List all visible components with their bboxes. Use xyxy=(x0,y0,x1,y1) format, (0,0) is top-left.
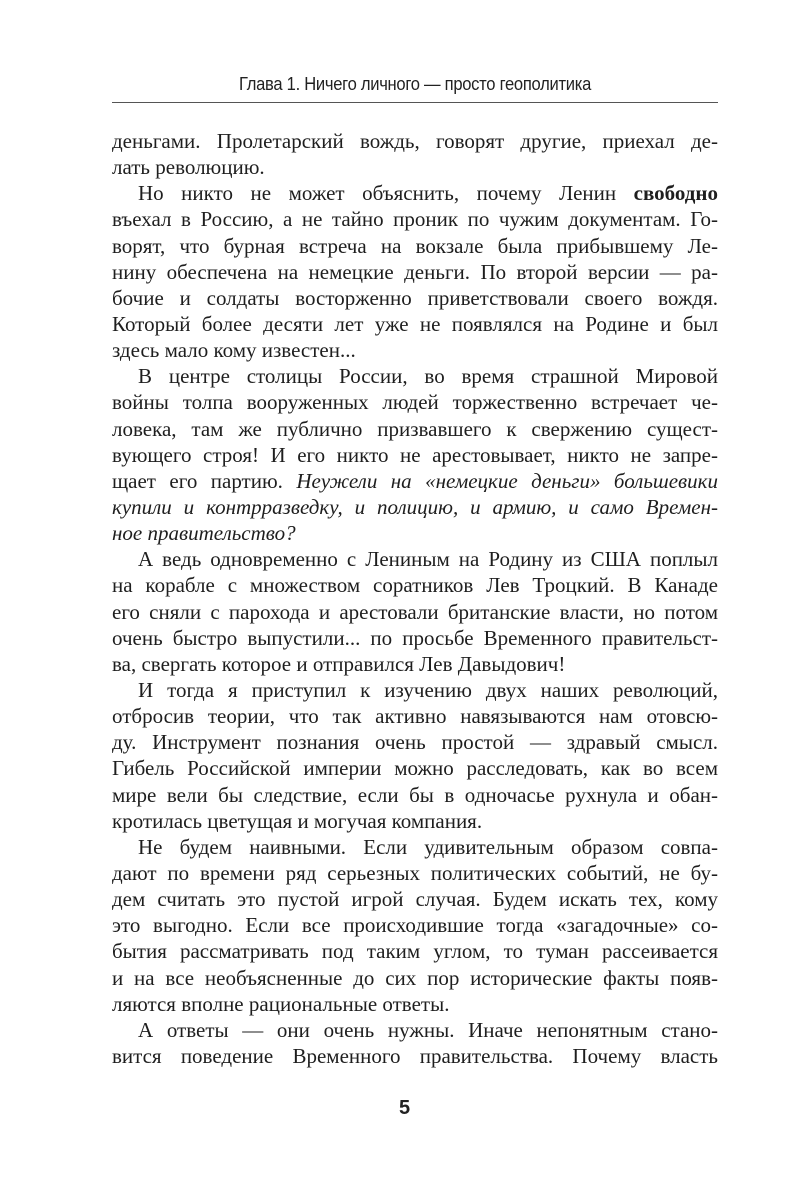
text-segment: В центре столицы России, во время страшной Мировой xyxy=(138,364,718,389)
text-segment: Не будем наивными. Если удивительным образом совпа- xyxy=(138,834,718,859)
text-line xyxy=(112,886,718,912)
text-segment: здесь мало кому известен... xyxy=(112,338,356,363)
text-line xyxy=(112,259,718,285)
text-segment: и на все необъясненные до сих пор исторические факты появ- xyxy=(112,965,718,990)
text-segment: мире вели бы следствие, если бы в одночасье рухнула и обан- xyxy=(112,782,718,807)
text-segment: лать революцию. xyxy=(112,155,265,180)
text-segment: А ведь одновременно с Лениным на Родину из США поплыл xyxy=(138,547,718,572)
italic-text: купили и контрразведку, и полицию, и армию, и само Времен- xyxy=(112,494,718,519)
text-segment: въехал в Россию, а не тайно проник по чужим документам. Го- xyxy=(112,207,718,232)
text-segment: вующего строя! И его никто не арестовывает, никто не запре- xyxy=(112,442,718,467)
bold-text: свободно xyxy=(633,181,718,206)
running-header: Глава 1. Ничего личного — просто геополитика xyxy=(238,74,592,94)
text-segment: ворят, что бурная встреча на вокзале была прибывшему Ле- xyxy=(112,233,718,258)
text-line xyxy=(112,416,718,442)
text-line xyxy=(112,755,718,781)
text-line xyxy=(112,572,718,598)
text-segment: бытия рассматривать под таким углом, то туман рассеивается xyxy=(112,939,718,964)
italic-text: Неужели на «немецкие деньги» большевики xyxy=(296,468,718,493)
text-line xyxy=(112,912,718,938)
text-line xyxy=(112,729,718,755)
text-segment: А ответы — они очень нужны. Иначе непонятным стано- xyxy=(138,1017,718,1042)
text-line xyxy=(112,494,718,520)
text-line xyxy=(112,991,718,1017)
text-line xyxy=(112,128,718,154)
text-segment: Который более десяти лет уже не появлялся на Родине и был xyxy=(112,311,718,336)
text-line xyxy=(112,389,718,415)
text-segment: ловека, там же публично призвавшего к свержению сущест- xyxy=(112,416,718,441)
text-segment: ляются вполне рациональные ответы. xyxy=(112,991,450,1016)
text-line xyxy=(112,468,718,494)
text-line xyxy=(112,599,718,625)
text-line xyxy=(112,285,718,311)
text-segment: вится поведение Временного правительства. Почему власть xyxy=(112,1043,718,1068)
text-line xyxy=(112,834,718,860)
text-segment: дем считать это пустой игрой случая. Будем искать тех, кому xyxy=(112,887,718,912)
text-line xyxy=(112,651,718,677)
italic-text: ное правительство? xyxy=(112,521,296,546)
text-line xyxy=(112,206,718,232)
page-number: 5 xyxy=(398,1097,411,1119)
text-segment: на корабле с множеством соратников Лев Троцкий. В Канаде xyxy=(112,573,718,598)
text-segment: Но никто не может объяснить, почему Ленин xyxy=(138,181,634,206)
text-segment: И тогда я приступил к изучению двух наших революций, xyxy=(138,677,718,702)
text-segment: войны толпа вооруженных людей торжественно встречает че- xyxy=(112,390,718,415)
text-segment: дают по времени ряд серьезных политических событий, не бу- xyxy=(112,860,718,885)
text-line xyxy=(112,860,718,886)
text-line xyxy=(112,938,718,964)
text-line xyxy=(112,442,718,468)
text-line xyxy=(112,180,718,206)
header-divider xyxy=(112,102,718,103)
text-line xyxy=(112,337,718,363)
text-line xyxy=(112,363,718,389)
text-line xyxy=(112,965,718,991)
text-segment: кротилась цветущая и могучая компания. xyxy=(112,808,483,833)
text-line xyxy=(112,677,718,703)
text-line xyxy=(112,1043,718,1069)
text-segment: очень быстро выпустили... по просьбе Временного правительст- xyxy=(112,625,718,650)
text-line xyxy=(112,546,718,572)
text-line xyxy=(112,782,718,808)
text-line xyxy=(112,233,718,259)
text-segment: ду. Инструмент познания очень простой — здравый смысл. xyxy=(112,730,718,755)
text-segment: деньгами. Пролетарский вождь, говорят другие, приехал де- xyxy=(112,129,718,153)
text-line xyxy=(112,311,718,337)
text-segment: нину обеспечена на немецкие деньги. По второй версии — ра- xyxy=(112,259,718,284)
body-text xyxy=(112,128,718,1069)
text-segment: отбросив теории, что так активно навязываются нам отовсю- xyxy=(112,704,718,729)
text-segment: это выгодно. Если все происходившие тогда «загадочные» со- xyxy=(112,913,718,938)
text-line xyxy=(112,703,718,729)
text-line xyxy=(112,625,718,651)
text-segment: щает его партию. xyxy=(112,468,297,493)
text-line xyxy=(112,1017,718,1043)
text-segment: Гибель Российской империи можно расследовать, как во всем xyxy=(112,756,718,781)
text-segment: бочие и солдаты восторженно приветствовали своего вождя. xyxy=(112,285,718,310)
text-segment: его сняли с парохода и арестовали британские власти, но потом xyxy=(112,599,718,624)
text-line xyxy=(112,154,718,180)
text-line xyxy=(112,808,718,834)
text-segment: ва, свергать которое и отправился Лев Давыдович! xyxy=(112,651,566,676)
text-line xyxy=(112,520,718,546)
